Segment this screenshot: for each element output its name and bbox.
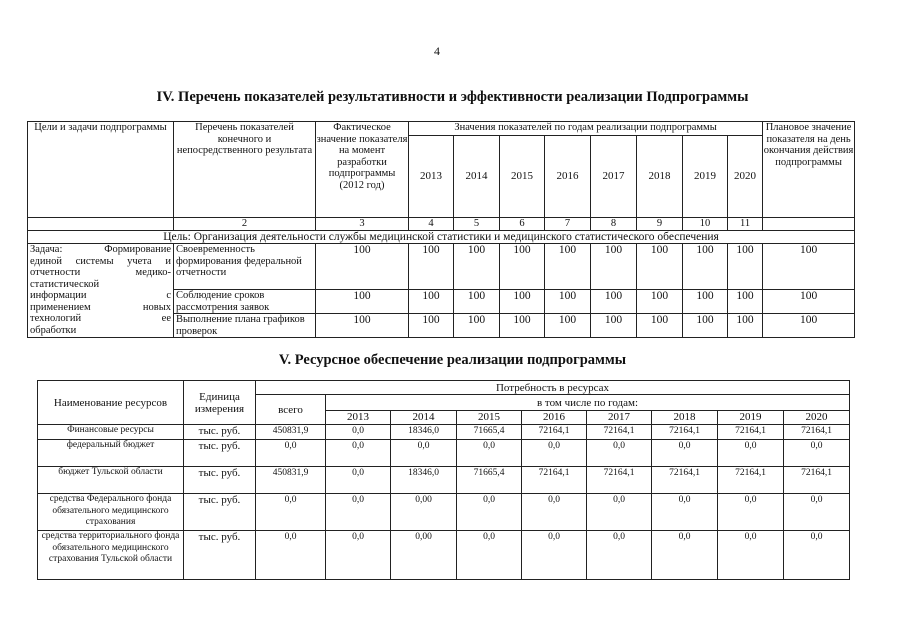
indicator-value: 100: [683, 290, 728, 314]
year-header: 2020: [728, 136, 763, 218]
indicator-value: 100: [683, 244, 728, 290]
indicator-value: 100: [763, 244, 855, 290]
resource-name: Финансовые ресурсы: [38, 425, 184, 440]
resource-value: 0,0: [784, 440, 850, 467]
resource-value: 0,0: [326, 467, 391, 494]
column-number: 8: [591, 218, 637, 231]
resource-name: средства территориального фонда обязательного медицинского страхования Тульской области: [38, 531, 184, 580]
resource-value: 18346,0: [391, 425, 457, 440]
resource-value: 0,0: [256, 440, 326, 467]
resource-value: 0,0: [391, 440, 457, 467]
year-header: 2020: [784, 411, 850, 425]
resource-value: 0,0: [522, 440, 587, 467]
resource-value: 71665,4: [457, 467, 522, 494]
column-number: 2: [174, 218, 316, 231]
task-line: единой системы учета и: [30, 255, 171, 267]
indicator-value: 100: [728, 290, 763, 314]
resource-value: 0,0: [457, 531, 522, 580]
resource-value: 0,0: [457, 494, 522, 531]
page-number: 4: [434, 44, 440, 58]
column-number: 4: [409, 218, 454, 231]
indicator-value: 100: [683, 314, 728, 338]
year-header: 2013: [409, 136, 454, 218]
resource-value: 0,00: [391, 531, 457, 580]
year-header: 2016: [545, 136, 591, 218]
indicator-value: 100: [545, 290, 591, 314]
resource-unit: тыс. руб.: [184, 440, 256, 467]
resources-table: [37, 380, 850, 580]
section-v-heading: V. Ресурсное обеспечение реализации подпрограммы: [278, 352, 627, 368]
year-header: 2015: [457, 411, 522, 425]
column-number: 9: [637, 218, 683, 231]
task-line: информации с: [30, 290, 171, 301]
indicator-value: 100: [500, 290, 545, 314]
resource-value: 0,0: [784, 494, 850, 531]
resource-value: 0,0: [652, 440, 718, 467]
indicators-table: [27, 121, 855, 338]
resource-unit: тыс. руб.: [184, 531, 256, 580]
resource-unit: тыс. руб.: [184, 494, 256, 531]
year-header: 2017: [591, 136, 637, 218]
column-number: 11: [728, 218, 763, 231]
resource-value: 72164,1: [718, 425, 784, 440]
indicator-value: 100: [763, 314, 855, 338]
resource-need-header: Потребность в ресурсах: [256, 381, 850, 395]
resource-value: 72164,1: [652, 467, 718, 494]
indicator-value: 100: [637, 314, 683, 338]
indicator-value: 100: [316, 290, 409, 314]
indicator-value: 100: [591, 314, 637, 338]
planned-value-header: Плановое значение показателя на день окончания действия подпрограммы: [763, 122, 855, 218]
year-header: 2013: [326, 411, 391, 425]
resource-value: 0,00: [391, 494, 457, 531]
resource-value: 0,0: [587, 494, 652, 531]
year-header: 2018: [652, 411, 718, 425]
total-header: всего: [256, 395, 326, 425]
resource-value: 72164,1: [587, 467, 652, 494]
year-header: 2019: [683, 136, 728, 218]
resource-value: 0,0: [587, 531, 652, 580]
indicator-value: 100: [409, 290, 454, 314]
column-number: 7: [545, 218, 591, 231]
resource-value: 0,0: [326, 531, 391, 580]
actual-value-header: Фактическое значение показателя на момент разработки подпрограммы (2012 год): [316, 122, 409, 218]
column-number: [28, 218, 174, 231]
task-line: отчетности медико-: [30, 267, 171, 278]
year-header: 2014: [454, 136, 500, 218]
task-cell: [28, 244, 174, 338]
by-year-header: в том числе по годам:: [326, 395, 850, 411]
goals-tasks-header: Цели и задачи подпрограммы: [28, 122, 174, 218]
resource-value: 72164,1: [784, 467, 850, 494]
indicator-value: 100: [545, 314, 591, 338]
indicator-value: 100: [545, 244, 591, 290]
resource-value: 0,0: [326, 440, 391, 467]
resource-value: 18346,0: [391, 467, 457, 494]
indicator-value: 100: [728, 314, 763, 338]
resource-value: 0,0: [718, 531, 784, 580]
resource-value: 72164,1: [522, 425, 587, 440]
resource-value: 450831,9: [256, 467, 326, 494]
resource-name: средства Федерального фонда обязательного медицинского страхования: [38, 494, 184, 531]
indicator-value: 100: [500, 244, 545, 290]
column-number: 10: [683, 218, 728, 231]
task-line: обработки: [30, 324, 77, 336]
indicator-value: 100: [763, 290, 855, 314]
year-header: 2014: [391, 411, 457, 425]
resource-name: бюджет Тульской области: [38, 467, 184, 494]
resource-value: 0,0: [652, 531, 718, 580]
resource-value: 72164,1: [784, 425, 850, 440]
indicator-value: 100: [728, 244, 763, 290]
year-header: 2019: [718, 411, 784, 425]
year-header: 2017: [587, 411, 652, 425]
indicator-value: 100: [637, 244, 683, 290]
resource-value: 72164,1: [718, 467, 784, 494]
indicator-name: Соблюдение сроков рассмотрения заявок: [174, 290, 316, 314]
indicator-value: 100: [591, 290, 637, 314]
indicator-value: 100: [500, 314, 545, 338]
column-number: 3: [316, 218, 409, 231]
indicators-list-header: Перечень показателей конечного и непосредственного результата: [174, 122, 316, 218]
indicator-value: 100: [316, 314, 409, 338]
year-header: 2018: [637, 136, 683, 218]
column-number: 5: [454, 218, 500, 231]
resource-value: 0,0: [256, 494, 326, 531]
resource-name: федеральный бюджет: [38, 440, 184, 467]
resource-unit: тыс. руб.: [184, 425, 256, 440]
indicator-value: 100: [454, 314, 500, 338]
indicator-name: Своевременность формирования федеральной отчетности: [174, 244, 316, 290]
indicator-value: 100: [637, 290, 683, 314]
task-line: статистической: [30, 278, 100, 290]
resource-value: 0,0: [718, 494, 784, 531]
task-line: применением новых: [30, 301, 171, 313]
resource-value: 0,0: [718, 440, 784, 467]
year-header: 2015: [500, 136, 545, 218]
column-number: [763, 218, 855, 231]
year-header: 2016: [522, 411, 587, 425]
task-line: технологий ее: [30, 313, 171, 324]
indicator-value: 100: [316, 244, 409, 290]
resource-value: 72164,1: [587, 425, 652, 440]
indicator-value: 100: [454, 290, 500, 314]
goal-row: Цель: Организация деятельности службы медицинской статистики и медицинского статистического обеспечения: [28, 231, 855, 244]
section-iv-heading: IV. Перечень показателей результативности и эффективности реализации Подпрограммы: [156, 89, 749, 105]
indicator-value: 100: [591, 244, 637, 290]
resource-value: 0,0: [256, 531, 326, 580]
resource-value: 72164,1: [652, 425, 718, 440]
resource-value: 450831,9: [256, 425, 326, 440]
resource-value: 0,0: [326, 425, 391, 440]
resource-value: 71665,4: [457, 425, 522, 440]
resource-value: 0,0: [587, 440, 652, 467]
resource-value: 0,0: [326, 494, 391, 531]
resources-name-header: Наименование ресурсов: [38, 381, 184, 425]
resource-value: 0,0: [522, 531, 587, 580]
resource-value: 72164,1: [522, 467, 587, 494]
resource-unit: тыс. руб.: [184, 467, 256, 494]
column-number: 6: [500, 218, 545, 231]
indicator-value: 100: [454, 244, 500, 290]
indicator-value: 100: [409, 314, 454, 338]
indicator-value: 100: [409, 244, 454, 290]
resource-value: 0,0: [784, 531, 850, 580]
resource-value: 0,0: [652, 494, 718, 531]
indicator-name: Выполнение плана графиков проверок: [174, 314, 316, 338]
task-line: Задача: Формирование: [30, 244, 171, 255]
resource-value: 0,0: [457, 440, 522, 467]
yearly-values-header: Значения показателей по годам реализации подпрограммы: [409, 122, 763, 136]
unit-header: Единица измерения: [184, 381, 256, 425]
resource-value: 0,0: [522, 494, 587, 531]
